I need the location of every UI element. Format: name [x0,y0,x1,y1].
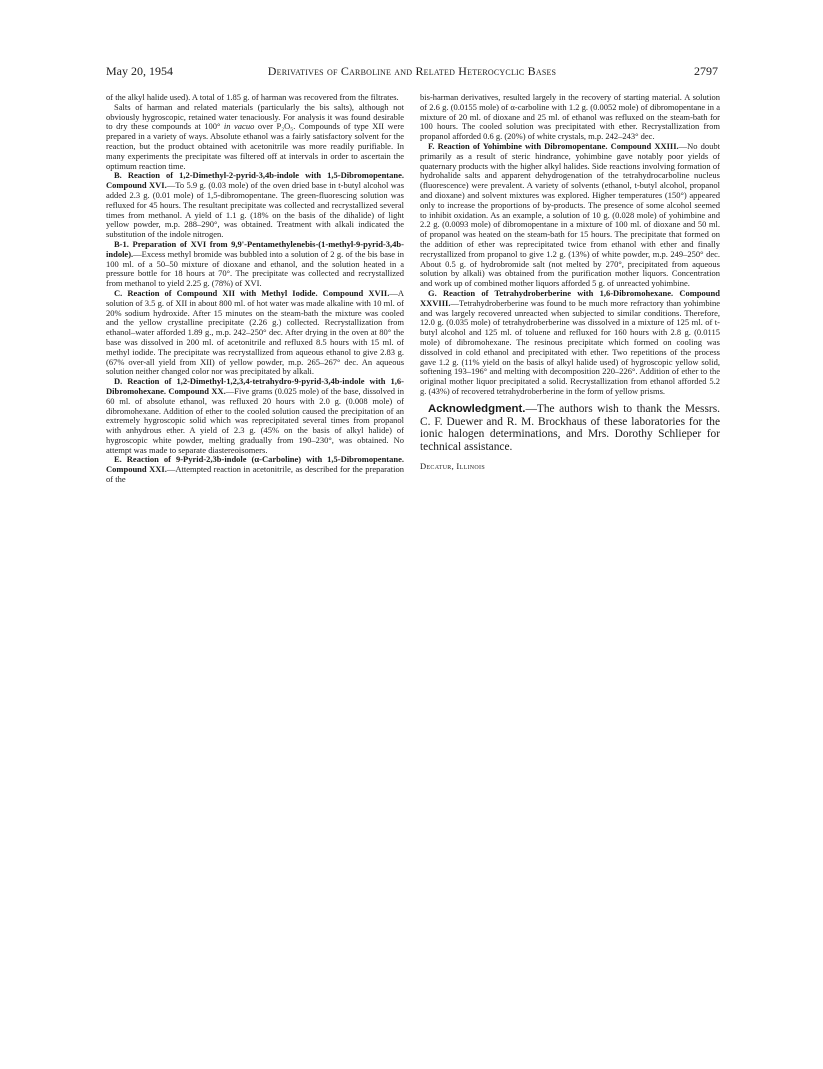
section-f: F. Reaction of Yohimbine with Dibromopentane. Compound XXIII.—No doubt primarily as a result of steric hindrance, yohimbine gave notably poor yields of quaternary products with the higher alkyl halides. Side reactions involving formation of hydrohalide salts and apparent dehydrogenation of the tetrahydrocarboline nucleus (fluorescence) were prevalent. A variety of solvents (ethanol, t-butyl alcohol, propanol and dioxane) and solvent mixtures was explored. Higher temperatures (150°) appeared only to increase the proportions of by-products. The presence of some alcohol seemed to inhibit oxidation. As an example, a solution of 10 g. (0.028 mole) of yohimbine and 2.2 g. (0.0093 mole) of dibromopentane in a mixture of 100 ml. of dioxane and 50 ml. of propanol was heated on the steam-bath for 15 hours. The precipitate that formed on the addition of ether was reprecipitated twice from ethanol with ether and finally recrystallized from propanol to give 1.2 g. (13%) of white powder, m.p. 249–250° dec. About 0.5 g. of hydrobromide salt (not melted by 270°, precipitated from aqueous solution by alkali) was obtained from the purification mother liquors. Concentration and work up of combined mother liquors afforded 5 g. of unreacted yohimbine. [420,140,721,289]
section-b1-heading: B-1. Preparation of XVI from 9,9'-Pentamethylenebis-(1-methyl-9-pyrid-3,4b-indole). [106,238,404,259]
acknowledgment-heading: Acknowledgment. [428,402,526,415]
section-d-heading: D. Reaction of 1,2-Dimethyl-1,2,3,4-tetrahydro-9-pyrid-3,4b-indole with 1,6-Dibromohexane. Compound XX. [106,376,404,396]
section-c-heading: C. Reaction of Compound XII with Methyl Iodide. Compound XVII. [114,287,390,298]
section-f-heading: F. Reaction of Yohimbine with Dibromopentane. Compound XXIII. [428,140,679,151]
section-b: B. Reaction of 1,2-Dimethyl-2-pyrid-3,4b-indole with 1,5-Dibromopentane. Compound XVI.—To 5.9 g. (0.03 mole) of the oven dried base in t-butyl alcohol was added 2.3 g. (0.01 mole) of 1,5-dibromopentane. The green-fluorescing solution was refluxed for 45 hours. The resultant precipitate was collected and recrystallized several times from methanol. A yield of 1.1 g. (18% on the basis of the dihalide) of light yellow powder, m.p. 288–290°, was obtained. Treatment with alkali indicated the substitution of the indole nitrogen. [106,170,404,240]
section-e-heading: E. Reaction of 9-Pyrid-2,3b-indole (α-Carboline) with 1,5-Dibromopentane. Compound XXI. [106,454,404,475]
section-e: E. Reaction of 9-Pyrid-2,3b-indole (α-Carboline) with 1,5-Dibromopentane. Compound XXI.—Attempted reaction in acetonitrile, as described for the preparation of the [106,454,404,485]
page-number: 2797 [694,64,718,78]
running-header [106,63,718,79]
section-b-heading: B. Reaction of 1,2-Dimethyl-2-pyrid-3,4b-indole with 1,5-Dibromopentane. Compound XVI. [106,170,404,191]
section-d: D. Reaction of 1,2-Dimethyl-1,2,3,4-tetrahydro-9-pyrid-3,4b-indole with 1,6-Dibromohexane. Compound XX.—Five grams (0.025 mole) of the base, dissolved in 60 ml. of absolute ethanol, was refluxed 20 hours with 2.0 g. (0.008 mole) of dibromohexane. Addition of ether to the cooled solution caused the precipitation of an extremely hygroscopic solid which was reprecipitated several times from propanol with anhydrous ether. A yield of 2.3 g. (45% on the basis of alkyl halide) of hygroscopic white powder, melting gradually from 190–230°, was obtained. No attempt was made to separate diastereoisomers. [106,376,404,455]
author-location: Decatur, Illinois [420,460,485,471]
paragraph-salts: Salts of harman and related materials (particularly the bis salts), although not obviously hygroscopic, retained water tenaciously. For analysis it was found desirable to dry these compounds at 100° in vacuo over P₂O₅. Compounds of type XII were prepared in a variety of ways. Absolute ethanol was a fairly satisfactory solvent for the reaction, but the product obtained with acetonitrile was more readily purifiable. In many experiments the precipitate was filtered off at intervals in order to ascertain the optimum reaction time. [106,101,405,171]
section-c: C. Reaction of Compound XII with Methyl Iodide. Compound XVII.—A solution of 3.5 g. of XII in about 800 ml. of hot water was made alkaline with 10 ml. of 20% sodium hydroxide. After 15 minutes on the steam-bath the mixture was cooled and the yellow crystalline precipitate (2.26 g.) collected. Recrystallization from ethanol–water afforded 1.89 g., m.p. 242–250° dec. After drying in the oven at 80° the base was dissolved in 200 ml. of acetonitrile and refluxed 8.5 hours with 15 ml. of methyl iodide. The precipitate was recrystallized from aqueous ethanol to give 2.83 g. (67% over-all yield from XII) of yellow powder, m.p. 265–267° dec. An aqueous solution neither changed color nor was precipitated by alkali. [106,287,404,377]
section-b1: B-1. Preparation of XVI from 9,9'-Pentamethylenebis-(1-methyl-9-pyrid-3,4b-indole).—Excess methyl bromide was bubbled into a solution of 2 g. of the bis base in 100 ml. of a 50–50 mixture of dioxane and ethanol, and the solution heated in a pressure bottle for 18 hours at 70°. The precipitate was collected and recrystallized from methanol to yield 2.25 g. (78%) of XVI. [106,238,404,289]
left-column [106,93,404,485]
header-date: May 20, 1954 [106,64,173,78]
acknowledgment: Acknowledgment.—The authors wish to thank the Messrs. C. F. Duewer and R. M. Brockhaus of these laboratories for the ionic halogen determinations, and Mrs. Dorothy Schlieper for technical assistance. [420,402,720,454]
paragraph-harman-recovery: of the alkyl halide used). A total of 1.85 g. of harman was recovered from the filtrates. [106,92,399,102]
right-column [420,93,720,472]
header-title: Derivatives of Carboline and Related Heterocyclic Bases [267,64,557,78]
section-g-heading: G. Reaction of Tetrahydroberberine with 1,6-Dibromohexane. Compound XXVIII. [420,287,720,308]
section-e-continued: bis-harman derivatives, resulted largely in the recovery of starting material. A solution of 2.6 g. (0.0155 mole) of α-carboline with 1.2 g. (0.0052 mole) of dibromopentane in a mixture of 20 ml. of dioxane and 25 ml. of ethanol was refluxed on the steam-bath for 100 hours. The cooled solution was precipitated with ether. Recrystallization from propanol afforded 0.6 g. (20%) of white crystals, m.p. 242–243° dec. [420,92,720,142]
section-g: G. Reaction of Tetrahydroberberine with 1,6-Dibromohexane. Compound XXVIII.—Tetrahydroberberine was found to be much more refractory than yohimbine and was largely recovered unreacted when subjected to similar conditions. Therefore, 12.0 g. (0.035 mole) of tetrahydroberberine was dissolved in a mixture of 125 ml. of t-butyl alcohol and 125 ml. of toluene and refluxed for 160 hours with 2.8 g. (0.0115 mole) of dibromohexane. The resinous precipitate which formed on cooling was dissolved in cold ethanol and precipitated with ether. Two repetitions of the process gave 1.2 g. (11% yield on the basis of alkyl halide used) of hygroscopic yellow solid, softening 193–196° and melting with decomposition 220–226°. Addition of ether to the original mother liquor precipitated a solid. Recrystallization from ethanol afforded 5.2 g. (43%) of recovered tetrahydroberberine in the form of yellow prisms. [420,287,720,396]
